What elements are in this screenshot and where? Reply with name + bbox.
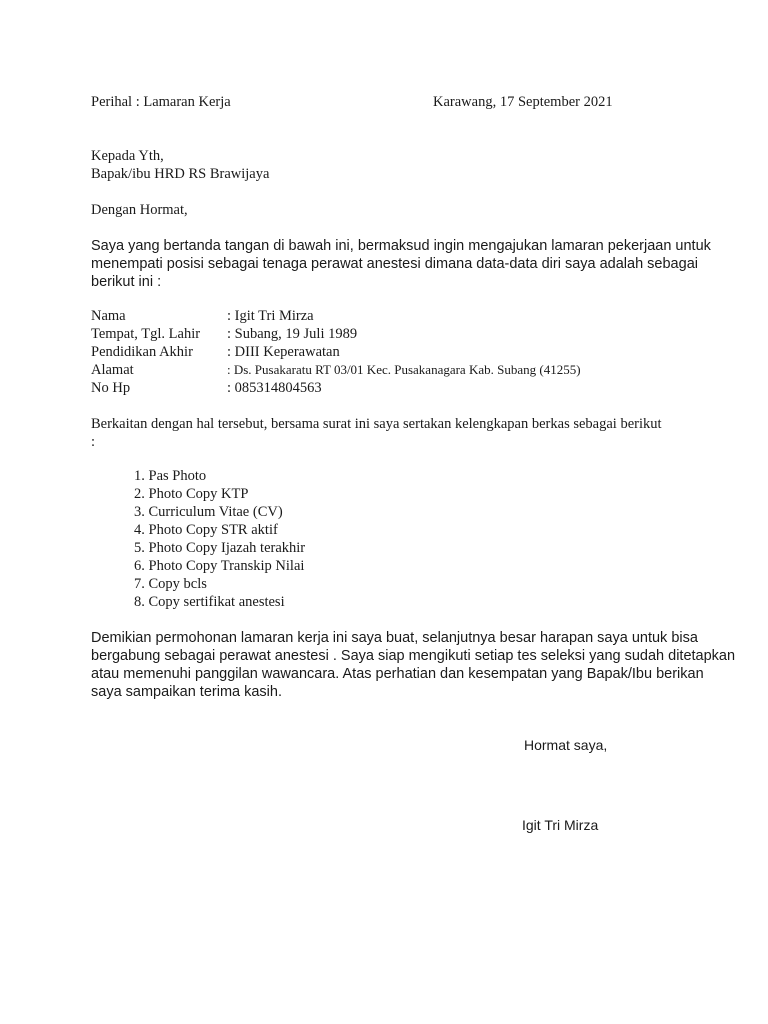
personal-row-address	[91, 361, 581, 379]
signature-name: Igit Tri Mirza	[522, 817, 599, 833]
personal-row-phone	[91, 379, 322, 397]
field-value: : 085314804563	[227, 380, 322, 396]
closing-line: bergabung sebagai perawat anestesi . Saya siap mengikuti setiap tes seleksi yang sudah ditetapkan	[91, 648, 736, 664]
intro-line: berikut ini :	[91, 274, 162, 290]
attachment-item: 1. Pas Photo	[134, 468, 207, 484]
closing-paragraph	[91, 629, 736, 701]
field-value: : Ds. Pusakaratu RT 03/01 Kec. Pusakanagara Kab. Subang (41255)	[227, 362, 581, 377]
intro-line: Saya yang bertanda tangan di bawah ini, bermaksud ingin mengajukan lamaran pekerjaan untuk	[91, 238, 711, 254]
closing-line: Demikian permohonan lamaran kerja ini saya buat, selanjutnya besar harapan saya untuk bisa	[91, 630, 698, 646]
attachment-item: 5. Photo Copy Ijazah terakhir	[134, 540, 306, 556]
place-date: Karawang, 17 September 2021	[433, 94, 613, 110]
personal-row-birth	[91, 325, 357, 343]
attachment-item: 4. Photo Copy STR aktif	[134, 522, 278, 538]
field-value: : Igit Tri Mirza	[227, 308, 314, 324]
field-label: Nama	[91, 308, 126, 324]
signoff: Hormat saya,	[524, 737, 608, 753]
attachment-item: 3. Curriculum Vitae (CV)	[134, 504, 283, 520]
intro-paragraph	[91, 237, 711, 291]
greeting: Dengan Hormat,	[91, 202, 188, 218]
attachment-item: 8. Copy sertifikat anestesi	[134, 594, 285, 610]
intro-line: menempati posisi sebagai tenaga perawat anestesi dimana data-data diri saya adalah sebagai	[91, 256, 698, 272]
personal-row-name	[91, 307, 314, 325]
attachment-item: 7. Copy bcls	[134, 576, 207, 592]
field-value: : Subang, 19 Juli 1989	[227, 326, 358, 342]
closing-line: saya sampaikan terima kasih.	[91, 684, 282, 700]
field-label: Tempat, Tgl. Lahir	[91, 326, 201, 342]
field-value: : DIII Keperawatan	[227, 344, 340, 360]
recipient-name: Bapak/ibu HRD RS Brawijaya	[91, 166, 270, 182]
field-label: Pendidikan Akhir	[91, 344, 193, 360]
closing-line: atau memenuhi panggilan wawancara. Atas perhatian dan kesempatan yang Bapak/Ibu berikan	[91, 666, 704, 682]
attachments-intro-colon: :	[91, 434, 96, 450]
attachment-item: 6. Photo Copy Transkip Nilai	[134, 558, 305, 574]
attachment-item: 2. Photo Copy KTP	[134, 486, 249, 502]
attachments-intro: Berkaitan dengan hal tersebut, bersama surat ini saya sertakan kelengkapan berkas sebagai berikut	[91, 416, 662, 432]
field-label: No Hp	[91, 380, 131, 396]
recipient-salutation: Kepada Yth,	[91, 148, 164, 164]
subject-line: Perihal : Lamaran Kerja	[91, 94, 231, 110]
field-label: Alamat	[91, 362, 134, 378]
personal-row-education	[91, 343, 340, 361]
